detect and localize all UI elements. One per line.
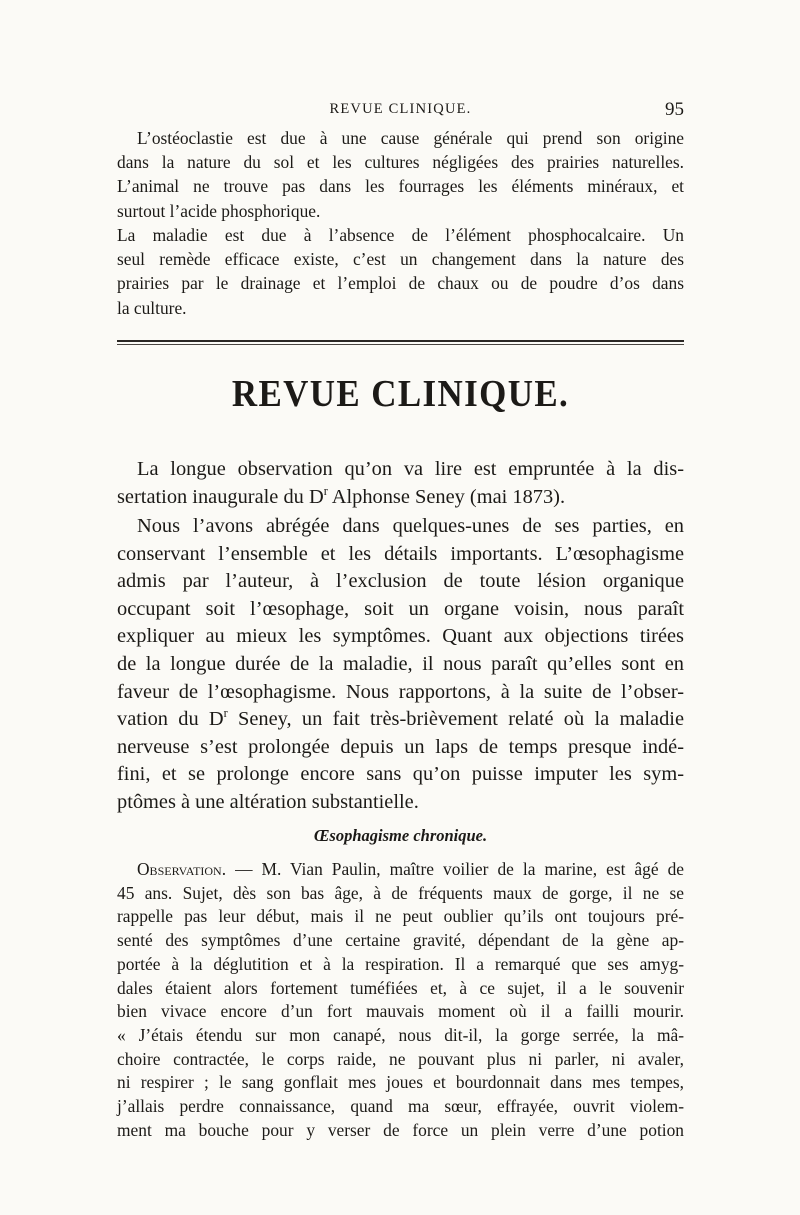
- running-title: REVUE CLINIQUE.: [329, 101, 472, 117]
- body-paragraph-2: [117, 513, 684, 817]
- text-line: nerveuse s’est prolongée depuis un laps de temps presque indé-: [117, 735, 684, 758]
- section-title: REVUE CLINIQUE.: [231, 373, 570, 415]
- text-segment: Alphonse Seney (mai 1873).: [327, 485, 566, 508]
- text-line: admis par l’auteur, à l’exclusion de toute lésion organique: [117, 570, 684, 593]
- text-line: 45 ans. Sujet, dès son bas âge, à de fréquents maux de gorge, il ne se: [117, 882, 684, 903]
- intro-paragraph-2: [117, 223, 684, 320]
- intro-paragraph-1: [117, 126, 684, 223]
- text-line: expliquer au mieux les symptômes. Quant aux objections tirées: [117, 625, 684, 648]
- text-line: portée à la déglutition et à la respiration. Il a remarqué que ses amyg-: [117, 953, 684, 974]
- text-line: bien vivace encore d’un fort mauvais moment où il a failli mourir.: [117, 1001, 684, 1022]
- text-segment: vation du D: [117, 708, 224, 731]
- page-number: 95: [665, 99, 684, 120]
- text-line: [117, 484, 684, 512]
- text-line: choire contractée, le corps raide, ne pouvant plus ni parler, ni avaler,: [117, 1048, 684, 1069]
- text-line: L’ostéoclastie est due à une cause générale qui prend son origine: [137, 128, 684, 148]
- text-line: ni respirer ; le sang gonflait mes joues et bourdonnait dans mes tempes,: [117, 1072, 684, 1093]
- divider-thick-line: [117, 340, 684, 342]
- text-line: de la longue durée de la maladie, il nous paraît qu’elles sont en: [117, 652, 684, 675]
- text-line: [117, 858, 684, 882]
- text-line: dales étaient alors fortement tuméfiées et, à ce sujet, il a le souvenir: [117, 977, 684, 998]
- text-line: L’animal ne trouve pas dans les fourrages les éléments minéraux, et: [117, 176, 684, 197]
- body-paragraph-1: [117, 456, 684, 511]
- superscript: r: [323, 483, 328, 498]
- text-line: occupant soit l’œsophage, soit un organe voisin, nous paraît: [117, 597, 684, 620]
- text-line: faveur de l’œsophagisme. Nous rapportons, à la suite de l’obser-: [117, 680, 684, 703]
- text-line: surtout l’acide phosphorique.: [117, 200, 321, 221]
- text-line: j’allais perdre connaissance, quand ma sœur, effrayée, ouvrit violem-: [117, 1096, 684, 1117]
- divider-thin-line: [117, 344, 684, 345]
- text-line: conservant l’ensemble et les détails importants. L’œsophagisme: [117, 542, 684, 565]
- section-divider: [117, 340, 684, 346]
- text-segment: sertation inaugurale du D: [117, 485, 324, 508]
- text-segment: Seney, un fait très-brièvement relaté où la maladie: [227, 708, 685, 731]
- observation-label: Observation.: [137, 859, 227, 879]
- text-line: La maladie est due à l’absence de l’élément phosphocalcaire. Un: [117, 225, 684, 245]
- text-line: ptômes à une altération substantielle.: [117, 790, 419, 813]
- text-segment: — M. Vian Paulin, maître voilier de la marine, est âgé de: [226, 859, 684, 879]
- text-line: Nous l’avons abrégée dans quelques-unes de ses parties, en: [137, 515, 684, 537]
- observation-paragraph: [117, 858, 684, 1142]
- superscript: r: [223, 706, 228, 721]
- text-line: dans la nature du sol et les cultures négligées des prairies naturelles.: [117, 152, 684, 173]
- text-line: ment ma bouche pour y verser de force un plein verre d’une potion: [117, 1119, 684, 1140]
- text-line: La longue observation qu’on va lire est empruntée à la dis-: [137, 458, 684, 480]
- text-line: [117, 706, 684, 734]
- running-head: [117, 99, 684, 123]
- text-line: seul remède efficace existe, c’est un changement dans la nature des: [117, 249, 684, 270]
- text-line: fini, et se prolonge encore sans qu’on puisse imputer les sym-: [117, 763, 684, 786]
- text-line: « J’étais étendu sur mon canapé, nous dit-il, la gorge serrée, la mâ-: [117, 1024, 684, 1045]
- subsection-title: Œsophagisme chronique.: [313, 826, 488, 845]
- text-line: prairies par le drainage et l’emploi de chaux ou de poudre d’os dans: [117, 273, 684, 294]
- text-line: la culture.: [117, 297, 187, 318]
- text-line: senté des symptômes d’une certaine gravité, dépendant de la gène ap-: [117, 930, 684, 951]
- text-line: rappelle pas leur début, mais il ne peut oublier qu’ils ont toujours pré-: [117, 906, 684, 927]
